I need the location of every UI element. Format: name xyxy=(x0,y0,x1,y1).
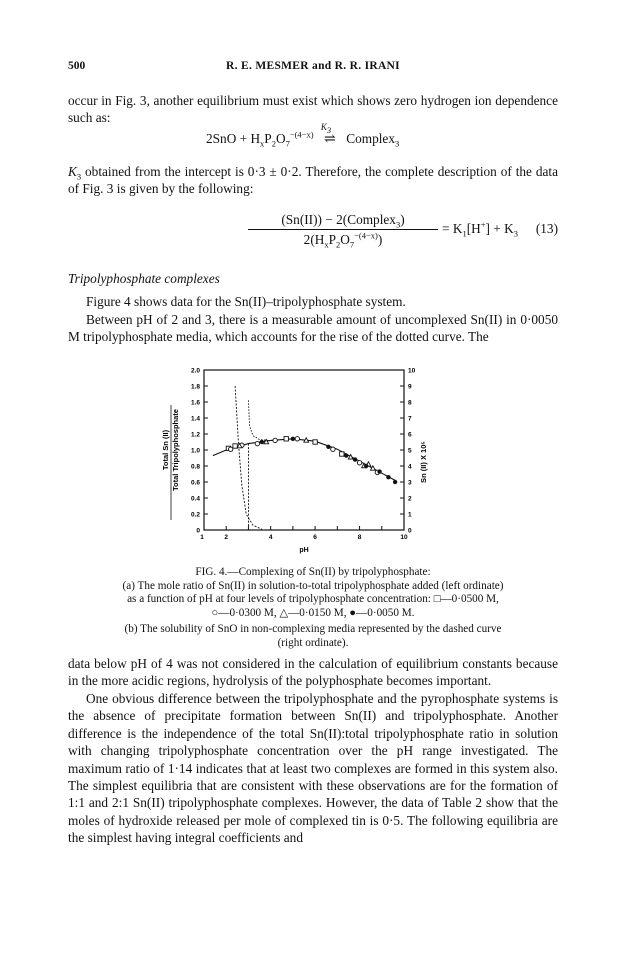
data-point-circle-filled xyxy=(260,440,264,444)
y2-tick-label: 4 xyxy=(408,463,412,471)
data-point-square xyxy=(284,437,288,441)
paragraph-acidic: data below pH of 4 was not considered in the calculation of equilibrium constants because in the more acidic regions, hydrolysis of the polyphosphate becomes important. xyxy=(68,656,558,689)
paragraph-k3: $K_3$ obtained from the intercept is 0·3 ± 0·2. Therefore, the complete description of the data of Fig. 3 is given by the following: xyxy=(68,164,558,197)
data-point-circle-open xyxy=(255,441,259,445)
y-tick-label: 0.8 xyxy=(190,463,200,471)
plot-frame xyxy=(204,370,404,530)
y2-tick-label: 1 xyxy=(408,511,412,519)
running-authors: R. E. MESMER and R. R. IRANI xyxy=(226,60,400,72)
chart-labels xyxy=(161,368,428,555)
y-tick-label: 0.4 xyxy=(190,495,200,503)
caption-a3: ○—0·0300 M, △—0·0150 M, ●—0·0050 M. xyxy=(211,606,415,619)
x-tick-label: 1 xyxy=(200,534,204,541)
data-point-square xyxy=(313,440,317,444)
y2-tick-label: 10 xyxy=(408,367,416,375)
y2-axis-label: Sn (II) X 10⁵ xyxy=(419,441,428,483)
figure-caption xyxy=(68,566,558,651)
figure-4-chart xyxy=(150,360,470,560)
data-point-circle-filled xyxy=(353,457,357,461)
data-point-triangle xyxy=(304,438,309,442)
data-point-circle-filled xyxy=(386,475,390,479)
y-tick-label: 1.2 xyxy=(190,431,200,439)
y-axis-label-numerator: Total Sn (II) xyxy=(161,429,170,471)
y-tick-label: 1.0 xyxy=(190,447,200,455)
data-point-circle-open xyxy=(357,461,361,465)
y-tick-label: 0 xyxy=(196,527,200,535)
x-tick-label: 2 xyxy=(224,534,229,541)
y2-tick-label: 3 xyxy=(408,479,412,487)
y2-tick-label: 0 xyxy=(408,527,412,535)
y2-tick-label: 6 xyxy=(408,431,412,439)
data-point-circle-filled xyxy=(393,480,397,484)
y2-tick-label: 9 xyxy=(408,383,412,391)
y-tick-label: 1.6 xyxy=(190,399,200,407)
data-point-circle-filled xyxy=(344,453,348,457)
y2-tick-label: 8 xyxy=(408,399,412,407)
section-heading: Tripolyphosphate complexes xyxy=(68,271,220,286)
x-tick-label: 8 xyxy=(357,534,362,541)
data-point-square xyxy=(233,444,237,448)
paragraph-uncomplexed: Between pH of 2 and 3, there is a measurable amount of uncomplexed Sn(II) in 0·0050 M tripolyphosphate media, which accounts for the rise of the dotted curve. The xyxy=(68,312,558,345)
caption-title: FIG. 4.—Complexing of Sn(II) by tripolyphosphate: xyxy=(195,566,431,578)
caption-b2: (right ordinate). xyxy=(277,636,349,649)
chart-curves xyxy=(213,386,395,530)
chart-points xyxy=(226,437,397,485)
equation-13-rhs: = $K_1[H^+] + K_3$ xyxy=(442,219,518,239)
running-header xyxy=(68,60,558,78)
data-point-circle-open xyxy=(228,447,232,451)
chart-axes xyxy=(171,367,404,530)
equation-13-fraction: (Sn(II)) − 2(Complex$_3$) $2(H_xP_2O_7^{-(4-x)})$ xyxy=(248,212,438,248)
y2-tick-label: 7 xyxy=(408,415,412,423)
data-point-circle-open xyxy=(273,438,277,442)
y-tick-label: 0.6 xyxy=(190,479,200,487)
data-point-circle-filled xyxy=(326,445,330,449)
page-number: 500 xyxy=(68,60,86,72)
y-axis-label-denominator: Total Tripolyphosphate xyxy=(171,409,180,491)
paragraph-figure-ref: Figure 4 shows data for the Sn(II)–tripolyphosphate system. xyxy=(86,294,406,309)
data-point-circle-filled xyxy=(377,469,381,473)
x-tick-label: 10 xyxy=(400,534,408,541)
x-tick-label: 4 xyxy=(268,534,273,541)
y2-tick-label: 5 xyxy=(408,447,412,455)
x-tick-label: 6 xyxy=(313,534,317,541)
paragraph-differences: One obvious difference between the tripolyphosphate and the pyrophosphate systems is the absence of precipitate formation between Sn(II) and tripolyphosphate. Another difference is the independence of the total Sn(II):total tripolyphosphate ratio in solution with changing tripolyphosphate concentration over the pH range investigated. The maximum ratio of 1·14 indicates that at least two complexes are formed in this system also. The simplest equilibria that are consistent with these observations are for the formation of 1:1 and 2:1 Sn(II) tripolyphosphate complexes. However, the data of Table 2 show that the moles of hydroxide released per mole of complexed tin is 0·5. The following equilibria are the simplest having integral coefficients and xyxy=(68,691,558,846)
equation-complex3: $2SnO + H_xP_2O_7^{-(4-x)}$ $K_3$ ⇌ Complex$_3$ xyxy=(206,122,400,149)
data-point-circle-filled xyxy=(364,464,368,468)
y-tick-label: 1.4 xyxy=(190,415,200,423)
data-point-circle-open xyxy=(331,447,335,451)
y-tick-label: 1.8 xyxy=(190,383,200,391)
dotted-curve xyxy=(248,400,268,440)
x-axis-label: pH xyxy=(299,547,309,554)
data-point-circle-open xyxy=(295,437,299,441)
y-tick-label: 0.2 xyxy=(190,511,200,519)
caption-b1: (b) The solubility of SnO in non-complexing media represented by the dashed curve xyxy=(124,623,502,636)
data-point-circle-filled xyxy=(291,437,295,441)
data-point-square xyxy=(340,452,344,456)
caption-a2: as a function of pH at four levels of tripolyphosphate concentration: □—0·0500 M, xyxy=(127,593,499,606)
y-tick-label: 2.0 xyxy=(190,367,200,375)
paragraph-intro: occur in Fig. 3, another equilibrium must exist which shows zero hydrogen ion dependence such as: xyxy=(68,93,558,126)
y2-tick-label: 2 xyxy=(408,495,412,503)
equation-number: (13) xyxy=(535,221,558,236)
caption-a1: (a) The mole ratio of Sn(II) in solution-to-total tripolyphosphate added (left ordinate) xyxy=(122,579,504,592)
